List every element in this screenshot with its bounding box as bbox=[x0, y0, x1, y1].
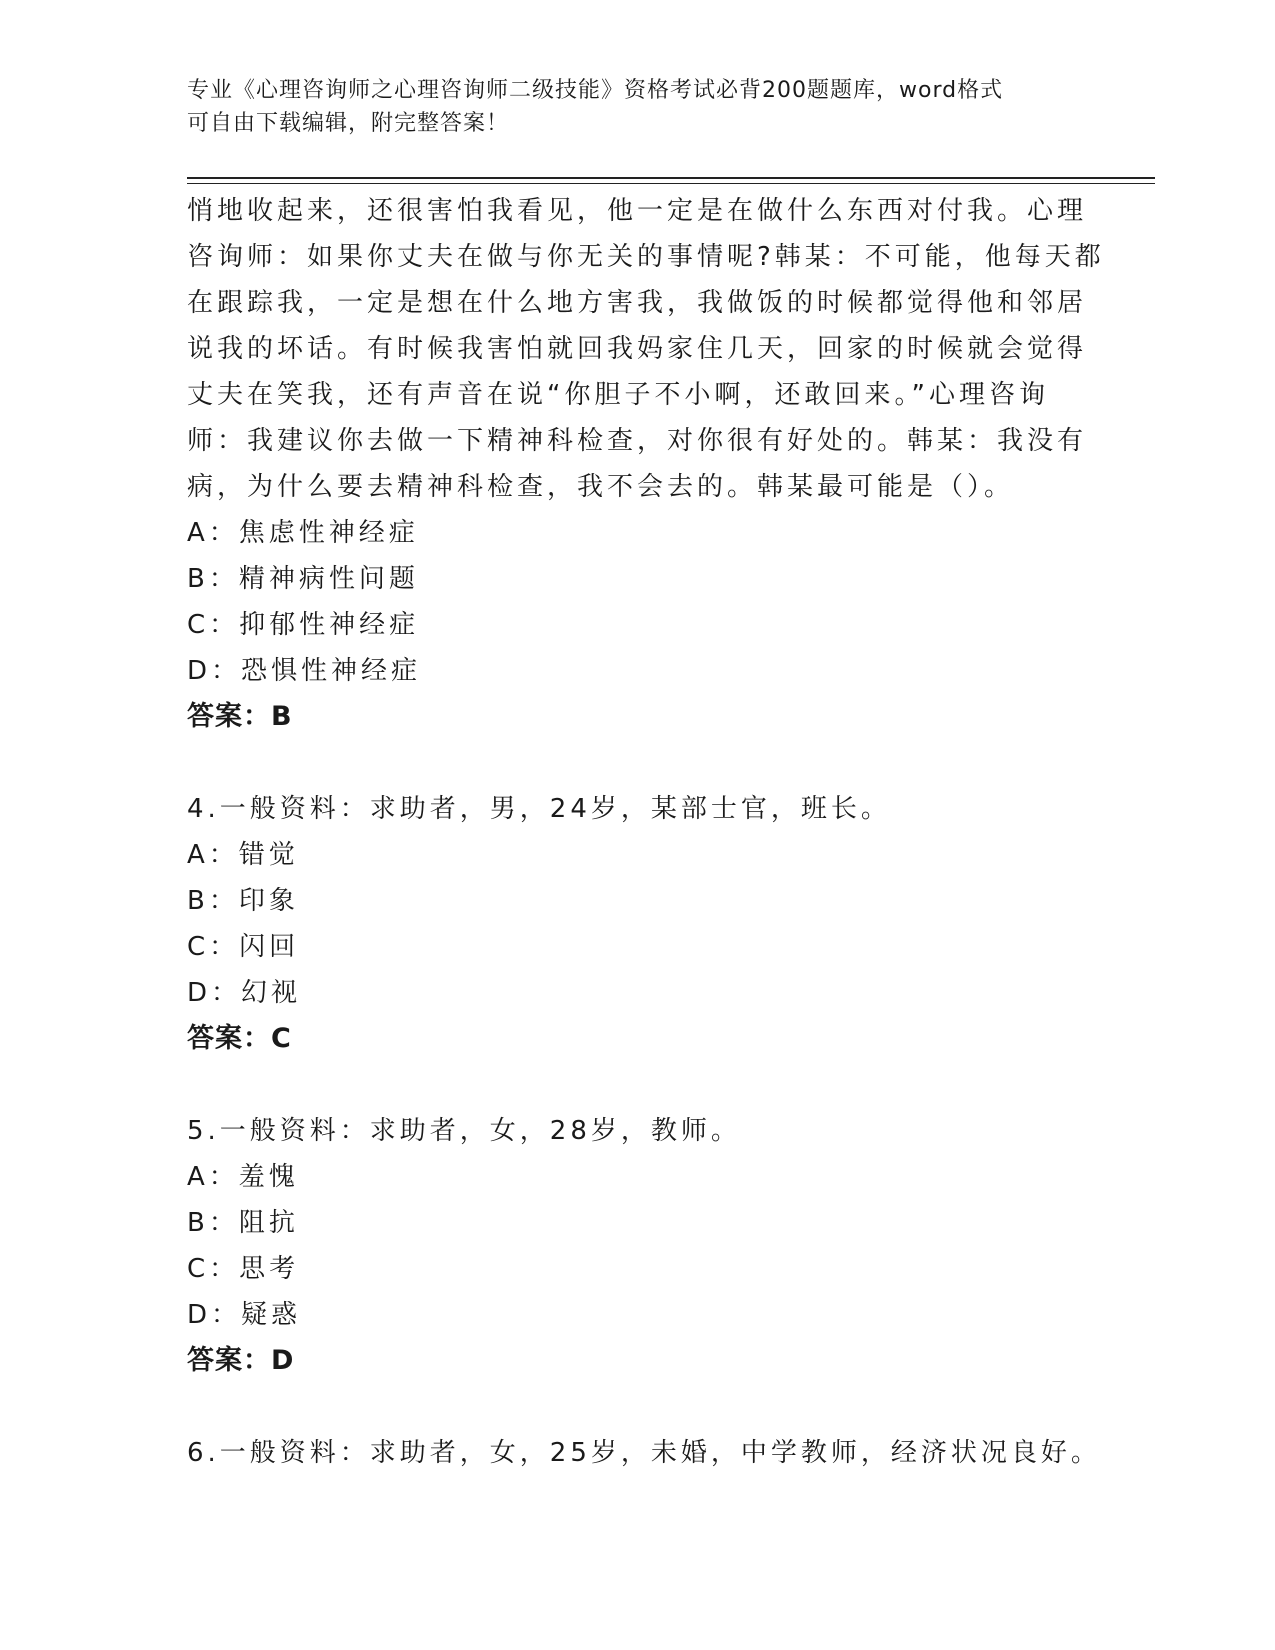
option-d: D：疑惑 bbox=[187, 1300, 302, 1330]
question-text-line: 病，为什么要去精神科检查，我不会去的。韩某最可能是（）。 bbox=[187, 472, 1015, 502]
spacer bbox=[187, 1062, 1087, 1108]
option-a: A：羞愧 bbox=[187, 1162, 299, 1192]
document-body bbox=[187, 188, 1105, 1476]
option-b: B：阻抗 bbox=[187, 1208, 299, 1238]
question-text-line: 在跟踪我，一定是想在什么地方害我，我做饭的时候都觉得他和邻居 bbox=[187, 288, 1088, 318]
question-5 bbox=[187, 1108, 1087, 1384]
option-c: C：思考 bbox=[187, 1254, 300, 1284]
option-b: B：精神病性问题 bbox=[187, 564, 419, 594]
question-text-line: 师：我建议你去做一下精神科检查，对你很有好处的。韩某：我没有 bbox=[187, 426, 1088, 456]
answer-label: 答案：C bbox=[187, 1023, 292, 1054]
question-text-line: 咨询师：如果你丈夫在做与你无关的事情呢?韩某：不可能，他每天都 bbox=[187, 242, 1105, 272]
question-text-line: 说我的坏话。有时候我害怕就回我妈家住几天，回家的时候就会觉得 bbox=[187, 334, 1088, 364]
header-divider-thick bbox=[187, 177, 1155, 179]
option-a: A：错觉 bbox=[187, 840, 299, 870]
question-3-continued bbox=[187, 188, 1105, 740]
header-title-line-2: 可自由下载编辑，附完整答案！ bbox=[187, 111, 510, 136]
option-a: A：焦虑性神经症 bbox=[187, 518, 419, 548]
option-b: B：印象 bbox=[187, 886, 299, 916]
question-text-line: 悄地收起来，还很害怕我看见，他一定是在做什么东西对付我。心理 bbox=[187, 196, 1088, 226]
option-d: D：恐惧性神经症 bbox=[187, 656, 422, 686]
header-divider-thin bbox=[187, 183, 1155, 184]
spacer bbox=[187, 740, 1087, 786]
option-d: D：幻视 bbox=[187, 978, 302, 1008]
question-stem: 5.一般资料：求助者，女，28岁，教师。 bbox=[187, 1116, 741, 1146]
option-c: C：闪回 bbox=[187, 932, 300, 962]
question-stem: 4.一般资料：求助者，男，24岁，某部士官，班长。 bbox=[187, 794, 891, 824]
document-header bbox=[187, 74, 1087, 140]
question-6 bbox=[187, 1430, 1101, 1476]
question-stem: 6.一般资料：求助者，女，25岁，未婚，中学教师，经济状况良好。 bbox=[187, 1438, 1101, 1468]
spacer bbox=[187, 1384, 1087, 1430]
answer-label: 答案：D bbox=[187, 1345, 295, 1376]
question-text-line: 丈夫在笑我，还有声音在说“你胆子不小啊，还敢回来。”心理咨询 bbox=[187, 380, 1049, 410]
question-4 bbox=[187, 786, 1087, 1062]
answer-label: 答案：B bbox=[187, 701, 293, 732]
option-c: C：抑郁性神经症 bbox=[187, 610, 420, 640]
header-title-line-1: 专业《心理咨询师之心理咨询师二级技能》资格考试必背200题题库，word格式 bbox=[187, 78, 1004, 103]
